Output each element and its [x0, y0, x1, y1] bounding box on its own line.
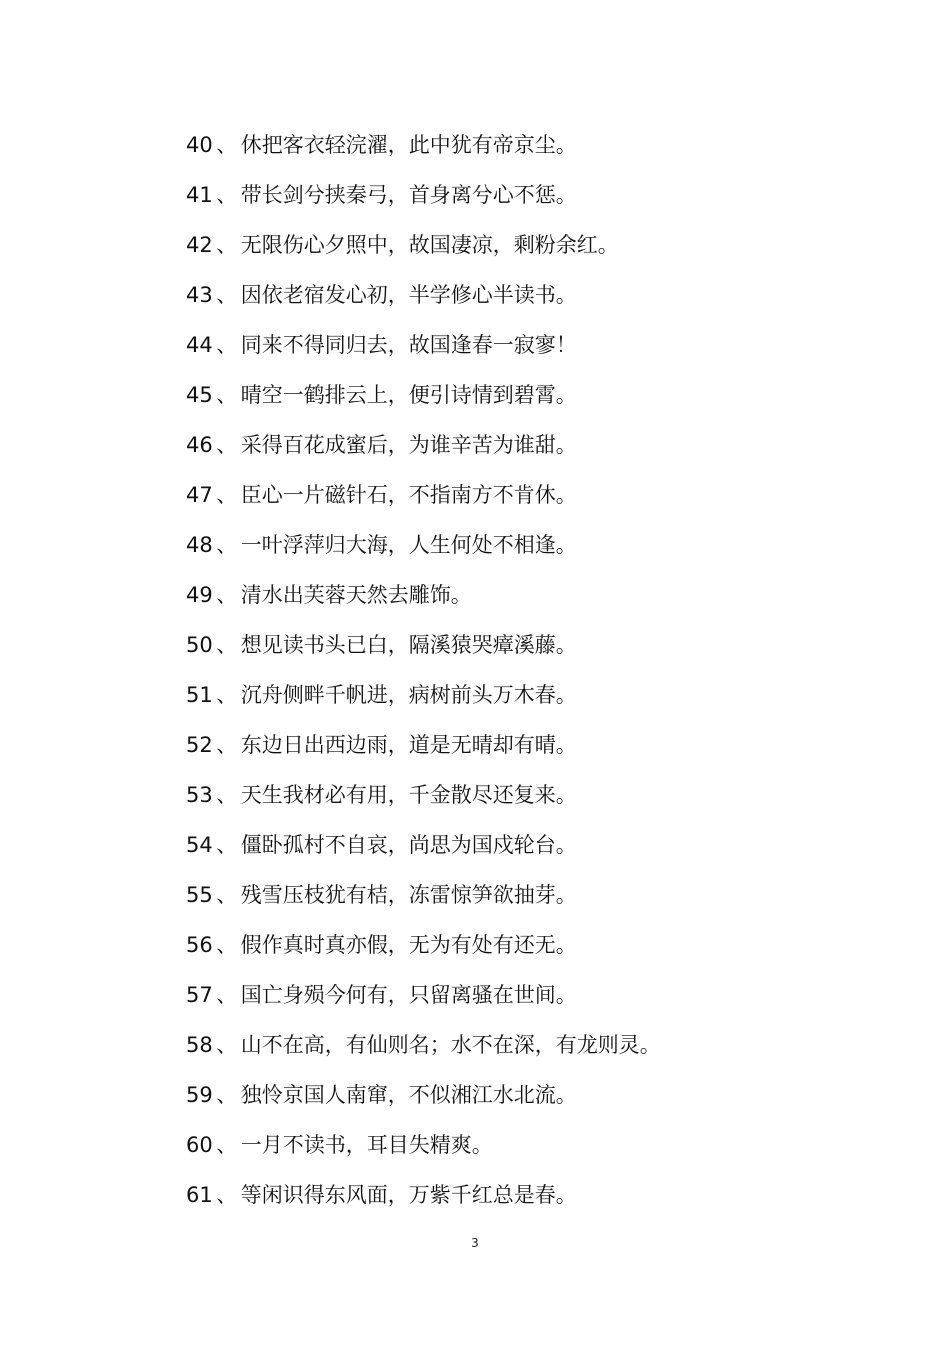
item-separator: 、 [216, 133, 238, 157]
list-item [186, 927, 661, 977]
list-item [186, 377, 661, 427]
item-separator: 、 [216, 1083, 238, 1107]
item-text: 僵卧孤村不自哀，尚思为国戍轮台。 [240, 833, 577, 857]
item-number: 55 [186, 883, 213, 907]
list-item [186, 1177, 661, 1227]
list-item [186, 327, 661, 377]
list-item [186, 427, 661, 477]
item-number: 57 [186, 983, 213, 1007]
list-item [186, 477, 661, 527]
item-separator: 、 [216, 633, 238, 657]
list-item [186, 227, 661, 277]
item-text: 一月不读书，耳目失精爽。 [240, 1133, 493, 1157]
item-text: 想见读书头已白，隔溪猿哭瘴溪藤。 [240, 633, 577, 657]
item-separator: 、 [216, 483, 238, 507]
item-text: 山不在高，有仙则名；水不在深，有龙则灵。 [240, 1033, 661, 1057]
item-separator: 、 [216, 1033, 238, 1057]
list-item [186, 827, 661, 877]
item-number: 50 [186, 633, 213, 657]
item-text: 等闲识得东风面，万紫千红总是春。 [240, 1183, 577, 1207]
item-separator: 、 [216, 583, 238, 607]
list-item [186, 1027, 661, 1077]
item-text: 晴空一鹤排云上，便引诗情到碧霄。 [240, 383, 577, 407]
list-item [186, 1127, 661, 1177]
item-number: 40 [186, 133, 213, 157]
item-separator: 、 [216, 683, 238, 707]
item-text: 休把客衣轻浣濯，此中犹有帝京尘。 [240, 133, 577, 157]
list-item [186, 1077, 661, 1127]
item-text: 沉舟侧畔千帆进，病树前头万木春。 [240, 683, 577, 707]
item-text: 清水出芙蓉天然去雕饰。 [240, 583, 472, 607]
item-text: 国亡身殒今何有，只留离骚在世间。 [240, 983, 577, 1007]
item-separator: 、 [216, 933, 238, 957]
item-number: 41 [186, 183, 213, 207]
item-number: 49 [186, 583, 213, 607]
item-separator: 、 [216, 383, 238, 407]
item-separator: 、 [216, 983, 238, 1007]
list-item [186, 527, 661, 577]
item-number: 46 [186, 433, 213, 457]
item-number: 59 [186, 1083, 213, 1107]
item-number: 48 [186, 533, 213, 557]
list-item [186, 677, 661, 727]
item-separator: 、 [216, 233, 238, 257]
item-number: 45 [186, 383, 213, 407]
item-number: 42 [186, 233, 213, 257]
item-number: 51 [186, 683, 213, 707]
item-text: 采得百花成蜜后，为谁辛苦为谁甜。 [240, 433, 577, 457]
list-item [186, 277, 661, 327]
item-separator: 、 [216, 433, 238, 457]
item-number: 43 [186, 283, 213, 307]
item-number: 58 [186, 1033, 213, 1057]
list-item [186, 577, 661, 627]
item-text: 天生我材必有用，千金散尽还复来。 [240, 783, 577, 807]
item-separator: 、 [216, 783, 238, 807]
item-text: 同来不得同归去，故国逢春一寂寥！ [240, 333, 577, 357]
list-item [186, 727, 661, 777]
item-number: 44 [186, 333, 213, 357]
list-item [186, 127, 661, 177]
item-text: 带长剑兮挟秦弓，首身离兮心不惩。 [240, 183, 577, 207]
item-number: 47 [186, 483, 213, 507]
page-number: 3 [471, 1236, 479, 1250]
item-number: 53 [186, 783, 213, 807]
item-separator: 、 [216, 1133, 238, 1157]
item-separator: 、 [216, 333, 238, 357]
item-text: 一叶浮萍归大海，人生何处不相逢。 [240, 533, 577, 557]
item-number: 56 [186, 933, 213, 957]
list-item [186, 627, 661, 677]
item-number: 52 [186, 733, 213, 757]
list-item [186, 877, 661, 927]
item-text: 无限伤心夕照中，故国凄凉，剩粉余红。 [240, 233, 619, 257]
item-text: 臣心一片磁针石，不指南方不肯休。 [240, 483, 577, 507]
item-text: 独怜京国人南窜，不似湘江水北流。 [240, 1083, 577, 1107]
list-item [186, 977, 661, 1027]
item-text: 假作真时真亦假，无为有处有还无。 [240, 933, 577, 957]
item-text: 因依老宿发心初，半学修心半读书。 [240, 283, 577, 307]
item-text: 残雪压枝犹有桔，冻雷惊笋欲抽芽。 [240, 883, 577, 907]
item-separator: 、 [216, 283, 238, 307]
item-separator: 、 [216, 883, 238, 907]
item-separator: 、 [216, 533, 238, 557]
list-item [186, 777, 661, 827]
item-separator: 、 [216, 1183, 238, 1207]
item-separator: 、 [216, 733, 238, 757]
item-number: 60 [186, 1133, 213, 1157]
item-number: 61 [186, 1183, 213, 1207]
item-text: 东边日出西边雨，道是无晴却有晴。 [240, 733, 577, 757]
quote-list [186, 127, 661, 1227]
item-separator: 、 [216, 183, 238, 207]
list-item [186, 177, 661, 227]
item-number: 54 [186, 833, 213, 857]
item-separator: 、 [216, 833, 238, 857]
